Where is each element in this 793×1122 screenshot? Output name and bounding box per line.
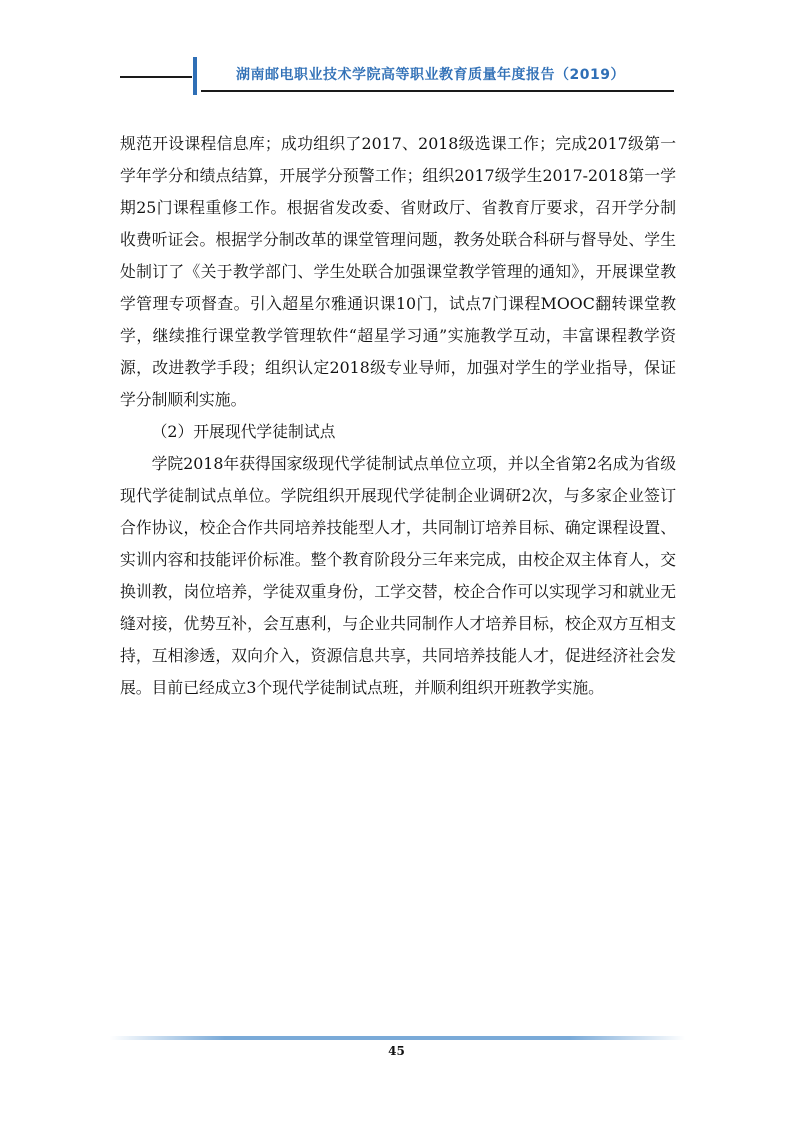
- body-paragraph-continued: 规范开设课程信息库；成功组织了2017、2018级选课工作；完成2017级第一学年学分和绩点结算，开展学分预警工作；组织2017级学生2017-2018第一学期25门课程重修工作。根据省发改委、省财政厅、省教育厅要求，召开学分制收费听证会。根据学分制改革的课堂管理问题，教务处联合科研与督导处、学生处制订了《关于教学部门、学生处联合加强课堂教学管理的通知》，开展课堂教学管理专项督查。引入超星尔雅通识课10门，试点7门课程MOOC翻转课堂教学，继续推行课堂教学管理软件“超星学习通”实施教学互动，丰富课程教学资源，改进教学手段；组织认定2018级专业导师，加强对学生的学业指导，保证学分制顺利实施。: [120, 134, 676, 409]
- header-rule-left: [120, 76, 192, 78]
- header-title: 湖南邮电职业技术学院高等职业教育质量年度报告（2019）: [236, 67, 625, 83]
- page-body: [120, 128, 676, 704]
- body-paragraph: 学院2018年获得国家级现代学徒制试点单位立项，并以全省第2名成为省级现代学徒制试点单位。学院组织开展现代学徒制企业调研2次，与多家企业签订合作协议，校企合作共同培养技能型人才，共同制订培养目标、确定课程设置、实训内容和技能评价标准。整个教育阶段分三年来完成，由校企双主体育人，交换训教，岗位培养，学徒双重身份，工学交替，校企合作可以实现学习和就业无缝对接，优势互补，会互惠利，与企业共同制作人才培养目标，校企双方互相支持，互相渗透，双向介入，资源信息共享，共同培养技能人才，促进经济社会发展。目前已经成立3个现代学徒制试点班，并顺利组织开班教学实施。: [120, 454, 676, 697]
- footer-rule: [110, 1036, 685, 1040]
- header-rule-right: [201, 90, 674, 92]
- page-header: [0, 0, 793, 100]
- section-heading: （2）开展现代学徒制试点: [151, 422, 336, 441]
- page-number: 45: [388, 1044, 405, 1058]
- header-accent-bar: [193, 57, 197, 95]
